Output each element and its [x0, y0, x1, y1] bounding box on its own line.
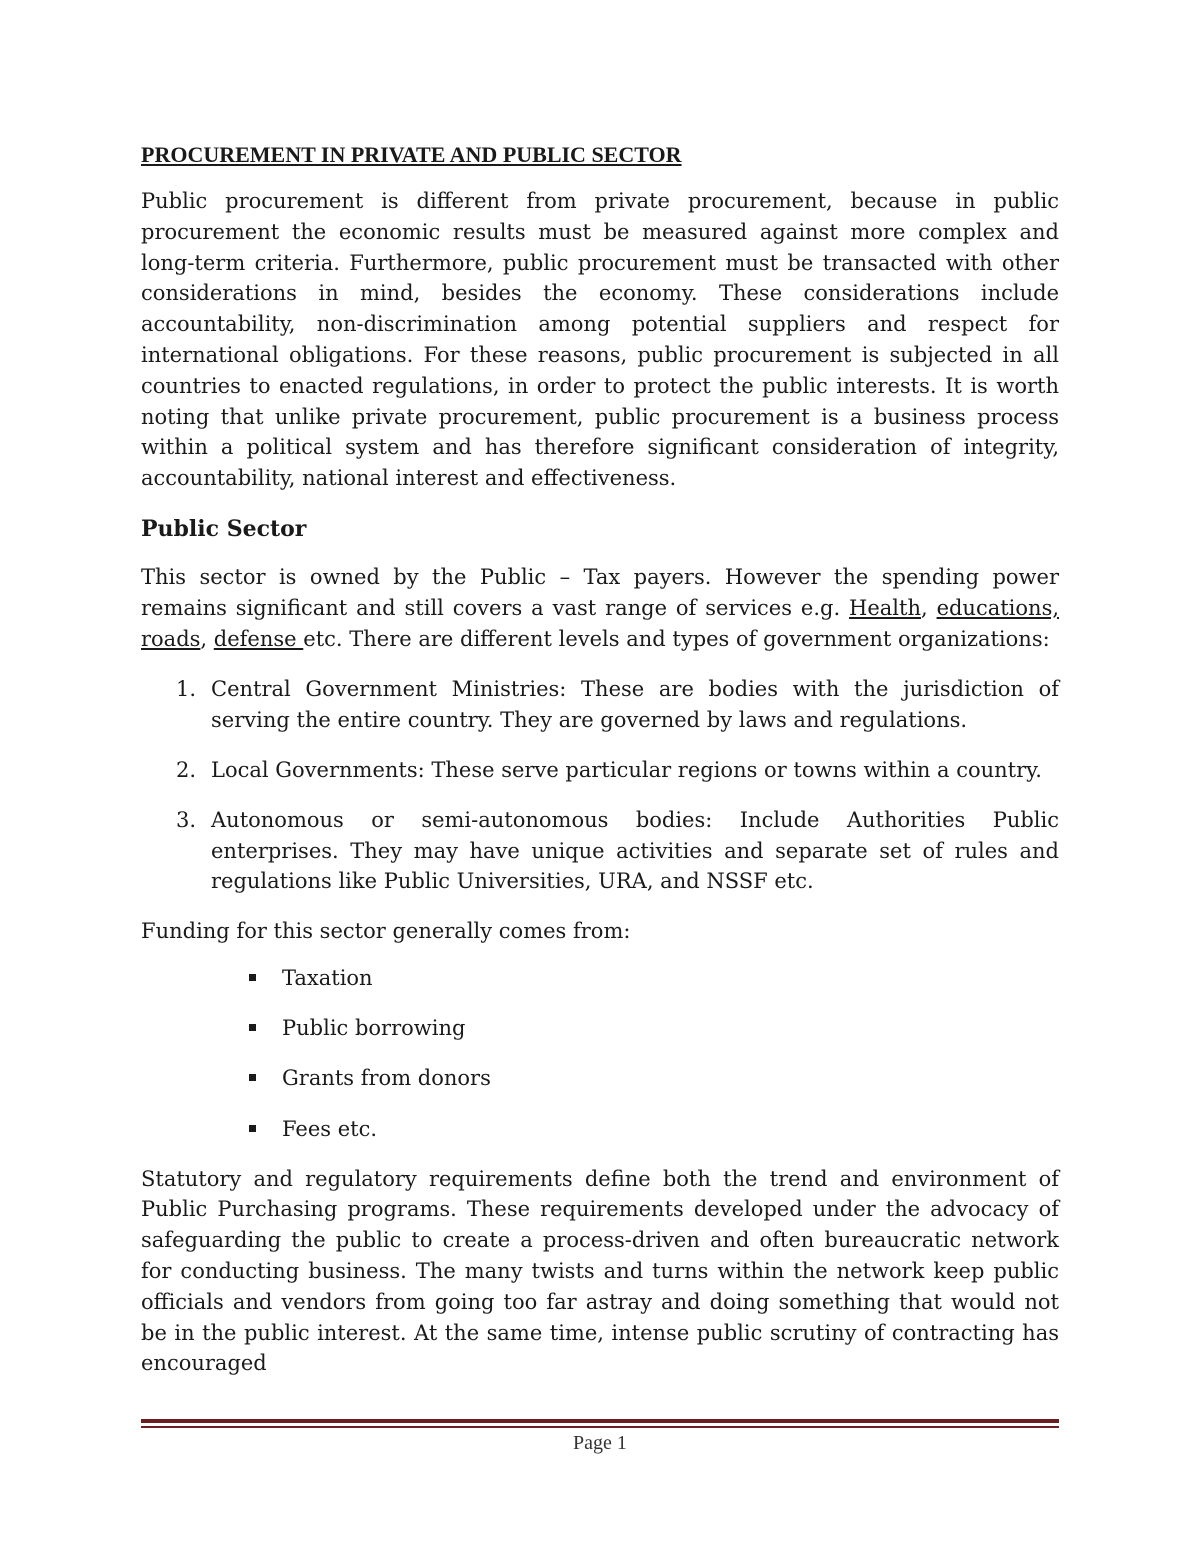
separator: , — [200, 626, 214, 651]
intro-paragraph: Public procurement is different from private procurement, because in public procurement the economic results must be measured against more complex and long-term criteria. Furthermore, public procurement must be transacted with other considerations in mind, besides the economy. These considerations include accountability, non-discrimination among potential suppliers and respect for international obligations. For these reasons, public procurement is subjected in all countries to enacted regulations, in order to protect the public interests. It is worth noting that unlike private procurement, public procurement is a business process within a political system and has therefore significant consideration of integrity, accountability, national interest and effectiveness. — [141, 189, 1059, 491]
public-sector-text-end: etc. There are different levels and types of government organizations: — [303, 626, 1050, 651]
list-number: 3. — [176, 807, 197, 832]
page-number: Page 1 — [573, 1432, 627, 1454]
list-item-text: Local Governments: These serve particular regions or towns within a country. — [211, 757, 1042, 782]
separator: , — [920, 595, 937, 620]
list-number: 2. — [176, 757, 197, 782]
footer-rule-thick — [141, 1419, 1059, 1423]
list-item — [141, 1063, 1059, 1094]
list-item — [141, 963, 1059, 994]
public-sector-heading: Public Sector — [141, 515, 307, 542]
funding-source: Grants from donors — [282, 1066, 491, 1091]
defense-link[interactable]: defense — [213, 626, 304, 651]
funding-intro: Funding for this sector generally comes from: — [141, 919, 631, 944]
list-item-text: Central Government Ministries: These are bodies with the jurisdiction of serving the entire country. They are governed by laws and regulations. — [211, 677, 1059, 733]
government-levels-list — [141, 674, 1059, 897]
closing-paragraph: Statutory and regulatory requirements define both the trend and environment of Public Purchasing programs. These requirements developed under the advocacy of safeguarding the public to create a process-driven and often bureaucratic network for conducting business. The many twists and turns within the network keep public officials and vendors from going too far astray and doing something that would not be in the public interest. At the same time, intense public scrutiny of contracting has encouraged — [141, 1166, 1059, 1376]
educations-roads-link[interactable]: educations, roads — [141, 595, 1060, 651]
list-item-text: Autonomous or semi-autonomous bodies: Include Authorities Public enterprises. They may have unique activities and separate set of rules and regulations like Public Universities, URA, and NSSF etc. — [211, 807, 1059, 894]
public-sector-paragraph — [141, 562, 1059, 654]
list-number: 1. — [176, 677, 197, 702]
list-item — [141, 755, 1059, 786]
square-bullet-icon — [249, 974, 256, 981]
public-sector-text-start: This sector is owned by the Public – Tax payers. However the spending power remains significant and still covers a vast range of services e.g. — [141, 564, 1059, 620]
page-title: PROCUREMENT IN PRIVATE AND PUBLIC SECTOR — [141, 142, 682, 167]
list-item — [141, 1114, 1059, 1145]
footer-rule-thin — [141, 1426, 1059, 1428]
square-bullet-icon — [249, 1125, 256, 1132]
square-bullet-icon — [249, 1074, 256, 1081]
list-item — [141, 674, 1059, 736]
funding-source: Public borrowing — [282, 1016, 466, 1041]
page-content — [141, 140, 1059, 1379]
list-item — [141, 1013, 1059, 1044]
square-bullet-icon — [249, 1024, 256, 1031]
funding-source: Taxation — [282, 965, 373, 990]
funding-source: Fees etc. — [282, 1116, 378, 1141]
list-item — [141, 805, 1059, 897]
funding-sources-list — [141, 963, 1059, 1144]
health-link[interactable]: Health — [849, 595, 921, 620]
